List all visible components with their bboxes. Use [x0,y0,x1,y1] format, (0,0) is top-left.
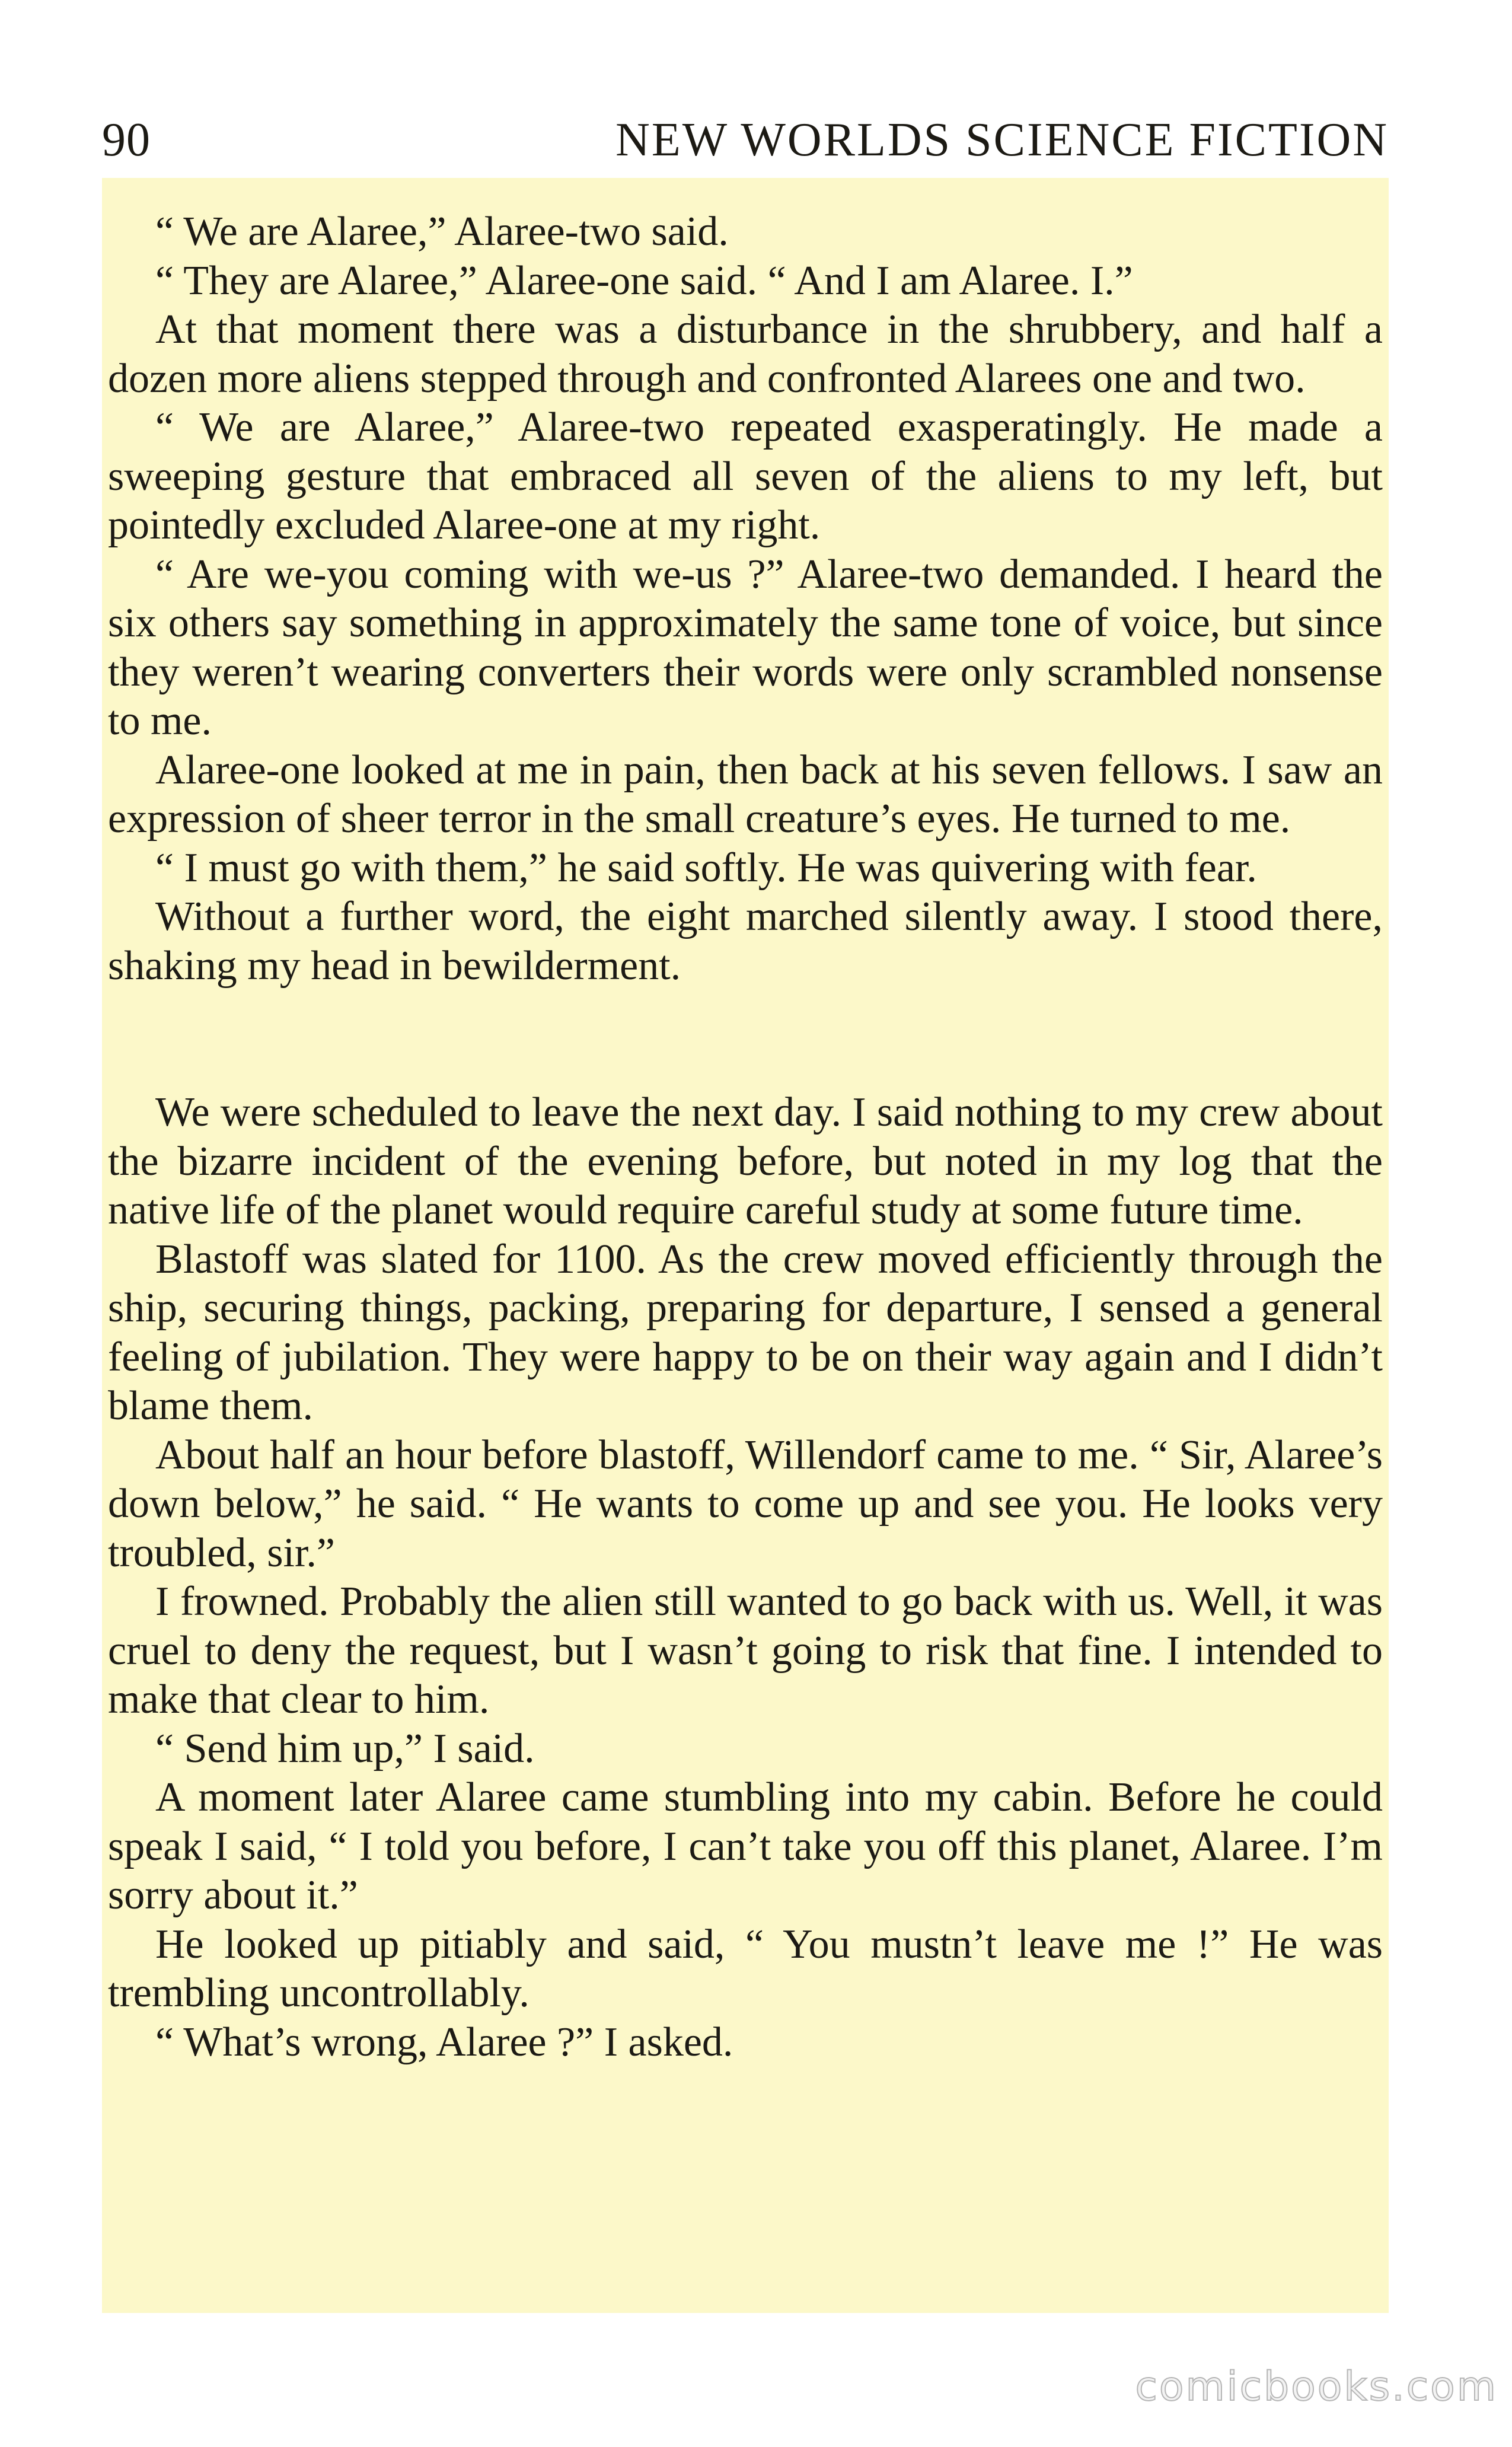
story-paragraph: Alaree-one looked at me in pain, then back at his seven fellows. I saw an expression of sheer terror in the small creature’s eyes. He turned to me. [108,747,1383,842]
story-paragraph: About half an hour before blastoff, Willendorf came to me. “ Sir, Alaree’s down below,” he said. “ He wants to come up and see you. He looks very troubled, sir.” [108,1432,1383,1576]
page-header [102,110,1389,170]
story-column [108,208,1383,2067]
story-paragraph: At that moment there was a disturbance in the shrubbery, and half a dozen more aliens stepped through and confronted Alarees one and two. [108,307,1383,402]
story-paragraph: “ We are Alaree,” Alaree-two said. [155,209,729,254]
story-paragraph: “ They are Alaree,” Alaree-one said. “ And I am Alaree. I.” [155,257,1133,304]
story-paragraph: “ I must go with them,” he said softly. He was quivering with fear. [155,845,1257,891]
section-break [108,990,1383,1088]
story-paragraph: Without a further word, the eight marched silently away. I stood there, shaking my head in bewilderment. [108,894,1383,989]
page-number: 90 [102,114,151,166]
story-paragraph: We were scheduled to leave the next day. I said nothing to my crew about the bizarre incident of the evening before, but noted in my log that the native life of the planet would require careful study at some future time. [108,1089,1383,1233]
story-paragraph: “ Send him up,” I said. [155,1725,535,1771]
story-paragraph: “ Are we-you coming with we-us ?” Alaree-two demanded. I heard the six others say something in approximately the same tone of voice, but since they weren’t wearing converters their words were only scrambled nonsense to me. [108,551,1383,744]
story-paragraph: I frowned. Probably the alien still wanted to go back with us. Well, it was cruel to deny the request, but I wasn’t going to risk that fine. I intended to make that clear to him. [108,1579,1383,1722]
story-paragraph: Blastoff was slated for 1100. As the crew moved efficiently through the ship, securing things, packing, preparing for departure, I sensed a general feeling of jubilation. They were happy to be on their way again and I didn’t blame them. [108,1236,1383,1429]
story-text-block [102,178,1389,2313]
source-watermark: comicbooks.com [1135,2363,1498,2410]
story-paragraph: He looked up pitiably and said, “ You mustn’t leave me !” He was trembling uncontrollably. [108,1921,1383,2016]
story-paragraph: “ What’s wrong, Alaree ?” I asked. [155,2019,733,2065]
story-paragraph: “ We are Alaree,” Alaree-two repeated exasperatingly. He made a sweeping gesture that embraced all seven of the aliens to my left, but pointedly excluded Alaree-one at my right. [108,404,1383,548]
story-paragraph: A moment later Alaree came stumbling into my cabin. Before he could speak I said, “ I told you before, I can’t take you off this planet, Alaree. I’m sorry about it.” [108,1774,1383,1918]
running-title: NEW WORLDS SCIENCE FICTION [615,114,1389,166]
